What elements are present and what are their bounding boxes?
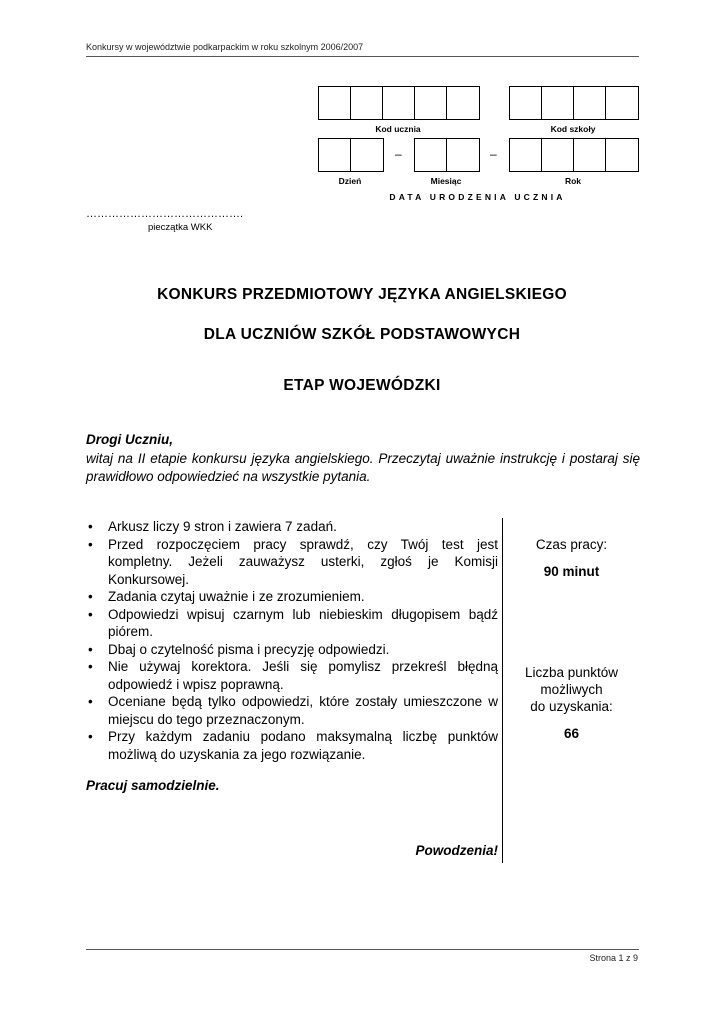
intro-body: witaj na II etapie konkursu języka angielskiego. Przeczytaj uważnie instrukcję i postaraj się prawidłowo odpowiedzieć na wszystkie pytania. [86,451,640,484]
points-label-line-2: możliwych [540,682,603,697]
bullet-icon: • [88,641,93,657]
school-code-cell[interactable] [542,87,574,119]
date-separator: – [490,147,497,161]
student-code-label: Kod ucznia [375,124,421,134]
school-code-cell[interactable] [510,87,542,119]
time-value: 90 minut [543,564,600,579]
page-header: Konkursy w województwie podkarpackim w roku szkolnym 2006/2007 [86,42,364,52]
bullet-icon: • [88,694,93,709]
birth-date-label: DATA URODZENIA UCZNIA [389,192,566,202]
list-item: • Przy każdym zadaniu podano maksymalną liczbę punktów możliwą do uzyskania za jego rozwiązanie. [88,729,498,762]
year-cell[interactable] [574,139,606,171]
day-cell[interactable] [319,139,351,171]
bullet-icon: • [88,659,93,674]
points-label-line-1: Liczba punktów [524,665,619,680]
year-cell[interactable] [510,139,542,171]
list-item: • Odpowiedzi wpisuj czarnym lub niebieskim długopisem bądź piórem. [88,606,498,639]
month-label: Miesiąc [430,176,462,186]
school-code-cell[interactable] [606,87,638,119]
title-line-3: ETAP WOJEWÓDZKI [283,377,441,394]
points-label-line-3: do uzyskania: [530,699,613,714]
month-cell[interactable] [447,139,479,171]
student-code-cell[interactable] [351,87,383,119]
bullet-icon: • [88,536,93,552]
intro-greeting: Drogi Uczniu, [86,432,173,447]
list-item: • Przed rozpoczęciem pracy sprawdź, czy Twój test jest kompletny. Jeżeli zauważysz usterki, zgłoś je Komisji Konkursowej. [88,536,498,587]
school-code-boxes[interactable] [509,86,639,120]
list-item: • Dbaj o czytelność pisma i precyzję odpowiedzi. [88,641,390,657]
footer-divider [86,949,639,950]
stamp-dots: ……………………………………. [86,208,244,220]
page-number: Strona 1 z 9 [589,953,638,963]
bullet-icon: • [88,589,93,604]
day-boxes[interactable] [318,138,384,172]
day-cell[interactable] [351,139,383,171]
points-value: 66 [563,726,580,741]
header-divider [86,56,639,57]
year-boxes[interactable] [509,138,639,172]
stamp-label: pieczątka WKK [148,222,213,233]
title-line-2: DLA UCZNIÓW SZKÓŁ PODSTAWOWYCH [203,326,521,343]
student-code-cell[interactable] [383,87,415,119]
bullet-icon: • [88,729,93,744]
student-code-cell[interactable] [319,87,351,119]
bullet-icon: • [88,606,93,622]
month-cell[interactable] [415,139,447,171]
bullet-icon: • [88,519,93,534]
work-alone-note: Pracuj samodzielnie. [86,778,220,793]
student-code-boxes[interactable] [318,86,480,120]
day-label: Dzień [338,176,362,186]
list-item: • Arkusz liczy 9 stron i zawiera 7 zadań. [88,519,337,534]
title-line-1: KONKURS PRZEDMIOTOWY JĘZYKA ANGIELSKIEGO [157,286,567,303]
date-separator: – [395,147,402,161]
month-boxes[interactable] [414,138,480,172]
school-code-label: Kod szkoły [550,124,596,134]
year-cell[interactable] [542,139,574,171]
list-item: • Zadania czytaj uważnie i ze zrozumieniem. [88,589,365,604]
instructions-list [86,518,498,763]
student-code-cell[interactable] [447,87,479,119]
good-luck-note: Powodzenia! [415,843,498,858]
year-label: Rok [564,176,582,186]
time-label: Czas pracy: [535,537,608,552]
student-code-cell[interactable] [415,87,447,119]
list-item: • Oceniane będą tylko odpowiedzi, które zostały umieszczone w miejscu do tego przeznaczonym. [88,694,498,727]
year-cell[interactable] [606,139,638,171]
school-code-cell[interactable] [574,87,606,119]
list-item: • Nie używaj korektora. Jeśli się pomylisz przekreśl błędną odpowiedź i wpisz poprawną. [88,659,498,692]
